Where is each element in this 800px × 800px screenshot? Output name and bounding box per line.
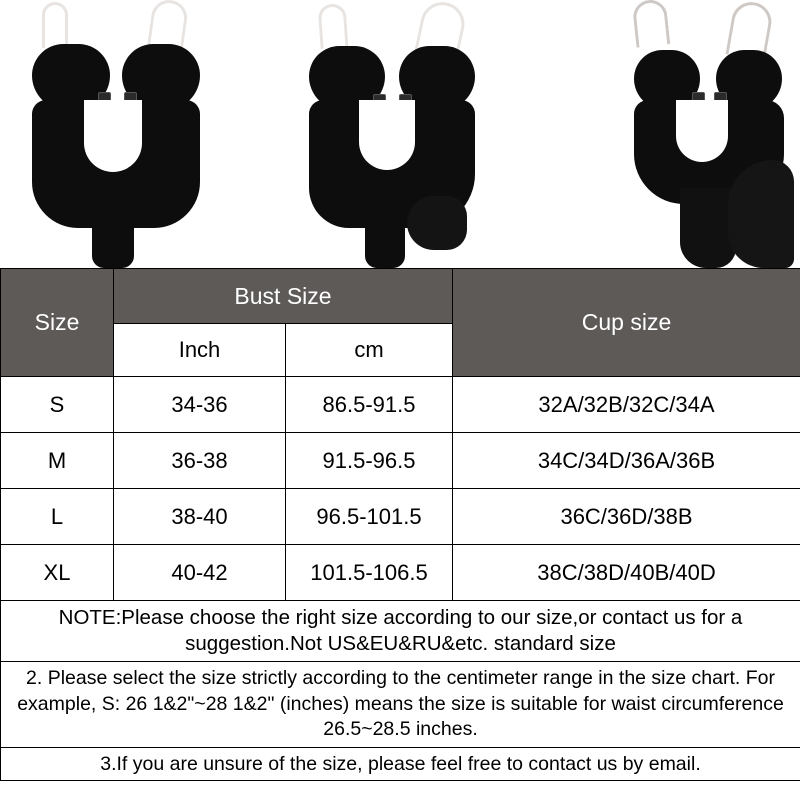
cell-inch: 40-42 — [114, 545, 286, 601]
cell-size: L — [1, 489, 114, 545]
table-row — [1, 489, 800, 545]
header-bust-size: Bust Size — [114, 269, 453, 324]
plunge-gap — [359, 100, 415, 170]
subheader-inch: Inch — [114, 324, 286, 377]
note-row — [1, 601, 800, 662]
plunge-gap — [84, 100, 142, 172]
note-row — [1, 662, 800, 747]
cell-cup: 34C/34D/36A/36B — [453, 433, 800, 489]
bodysuit-front-view — [0, 0, 266, 268]
bodysuit-side-view — [534, 0, 800, 268]
bodysuit-angled-view — [267, 0, 533, 268]
cell-size: M — [1, 433, 114, 489]
product-image-gallery — [0, 0, 800, 268]
cell-size: S — [1, 377, 114, 433]
cell-cup: 32A/32B/32C/34A — [453, 377, 800, 433]
cell-inch: 34-36 — [114, 377, 286, 433]
size-chart-table — [0, 268, 800, 781]
cell-cup: 38C/38D/40B/40D — [453, 545, 800, 601]
strap-left-icon — [632, 0, 671, 48]
hip-panel — [728, 160, 794, 268]
table-header-row — [1, 269, 800, 324]
strap-left-icon — [317, 3, 348, 49]
cell-inch: 36-38 — [114, 433, 286, 489]
note-size-standard: NOTE:Please choose the right size according to our size,or contact us for a suggestion.Not US&EU&RU&etc. standard size — [1, 601, 800, 662]
gusset — [92, 216, 134, 268]
cell-cm: 91.5-96.5 — [286, 433, 453, 489]
plunge-gap — [676, 100, 728, 162]
note-centimeter-range: 2. Please select the size strictly according to the centimeter range in the size chart. For example, S: 26 1&2"~28 1&2" (inches) means the size is suitable for waist circumference 26.5~28.5 inches. — [1, 662, 800, 747]
table-row — [1, 433, 800, 489]
header-size: Size — [1, 269, 114, 377]
cell-inch: 38-40 — [114, 489, 286, 545]
cell-cm: 96.5-101.5 — [286, 489, 453, 545]
table-row — [1, 545, 800, 601]
cell-cup: 36C/36D/38B — [453, 489, 800, 545]
hip-panel — [407, 196, 467, 250]
note-contact-email: 3.If you are unsure of the size, please feel free to contact us by email. — [1, 747, 800, 781]
subheader-cm: cm — [286, 324, 453, 377]
gusset — [365, 214, 405, 268]
cell-cm: 86.5-91.5 — [286, 377, 453, 433]
cell-cm: 101.5-106.5 — [286, 545, 453, 601]
header-cup-size: Cup size — [453, 269, 800, 377]
strap-left-icon — [42, 2, 68, 48]
note-row — [1, 747, 800, 781]
cell-size: XL — [1, 545, 114, 601]
table-row — [1, 377, 800, 433]
